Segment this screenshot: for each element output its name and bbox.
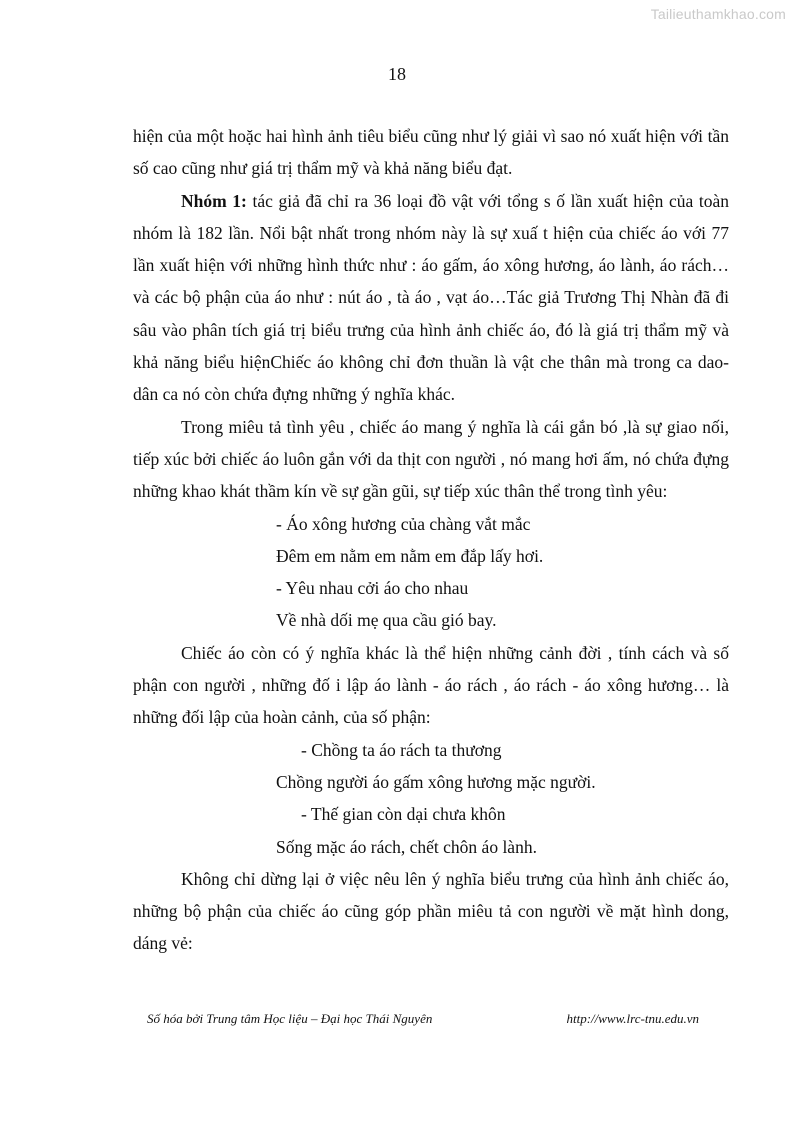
document-body <box>133 120 729 960</box>
paragraph-contrast: Chiếc áo còn có ý nghĩa khác là thể hiện những cảnh đời , tính cách và số phận con người , những đố i lập áo lành - áo rách , áo rách - áo xông hương… là những đối lập của hoàn cảnh, của số phận: <box>133 642 729 728</box>
poem-love <box>133 508 729 637</box>
footer-source: Số hóa bởi Trung tâm Học liệu – Đại học Thái Nguyên <box>147 1011 433 1026</box>
page-number: 18 <box>388 64 406 84</box>
poem-line: Về nhà dối mẹ qua cầu gió bay. <box>276 610 497 631</box>
footer <box>147 1011 699 1027</box>
poem-line: - Thế gian còn dại chưa khôn <box>301 804 506 825</box>
paragraph-intro: hiện của một hoặc hai hình ảnh tiêu biểu cũng như lý giải vì sao nó xuất hiện với tần số cao cũng như giá trị thẩm mỹ và khả năng biểu đạt. <box>133 126 729 179</box>
paragraph-love: Trong miêu tả tình yêu , chiếc áo mang ý nghĩa là cái gắn bó ,là sự giao nối, tiếp xúc bởi chiếc áo luôn gắn với da thịt con người , nó mang hơi ấm, nó chứa đựng những khao khát thầm kín về sự gần gũi, sự tiếp xúc thân thể trong tình yêu: <box>133 416 729 502</box>
poem-line: Chồng người áo gấm xông hương mặc người. <box>276 771 596 792</box>
footer-url[interactable]: http://www.lrc-tnu.edu.vn <box>566 1011 699 1026</box>
watermark: Tailieuthamkhao.com <box>650 6 786 22</box>
poem-fate <box>133 734 729 863</box>
paragraph-appearance: Không chỉ dừng lại ở việc nêu lên ý nghĩa biểu trưng của hình ảnh chiếc áo, những bộ phận của chiếc áo cũng góp phần miêu tả con người về mặt hình dong, dáng vẻ: <box>133 868 729 954</box>
poem-line: - Áo xông hương của chàng vắt mắc <box>276 513 531 534</box>
poem-line: - Yêu nhau cởi áo cho nhau <box>276 578 469 599</box>
group-1-text: tác giả đã chỉ ra 36 loại đồ vật với tổng s ố lần xuất hiện của toàn nhóm là 182 lần. Nổi bật nhất trong nhóm này là sự xuấ t hiện của chiếc áo với 77 lần xuất hiện với những hình thức như : áo gấm, áo xông hương, áo lành, áo rách…và các bộ phận của áo như : nút áo , tà áo , vạt áo…Tác giả Trương Thị Nhàn đã đi sâu vào phân tích giá trị biểu trưng của hình ảnh chiếc áo, đó là giá trị thẩm mỹ và khả năng biểu hiệnChiếc áo không chỉ đơn thuần là vật che thân mà trong ca dao- dân ca nó còn chứa đựng những ý nghĩa khác. <box>133 190 729 405</box>
poem-line: Sống mặc áo rách, chết chôn áo lành. <box>276 836 537 857</box>
group-1-heading: Nhóm 1: <box>181 190 247 211</box>
paragraph-group-1 <box>133 185 729 411</box>
poem-line: Đêm em nằm em nằm em đắp lấy hơi. <box>276 545 544 566</box>
poem-line: - Chồng ta áo rách ta thương <box>301 739 502 760</box>
